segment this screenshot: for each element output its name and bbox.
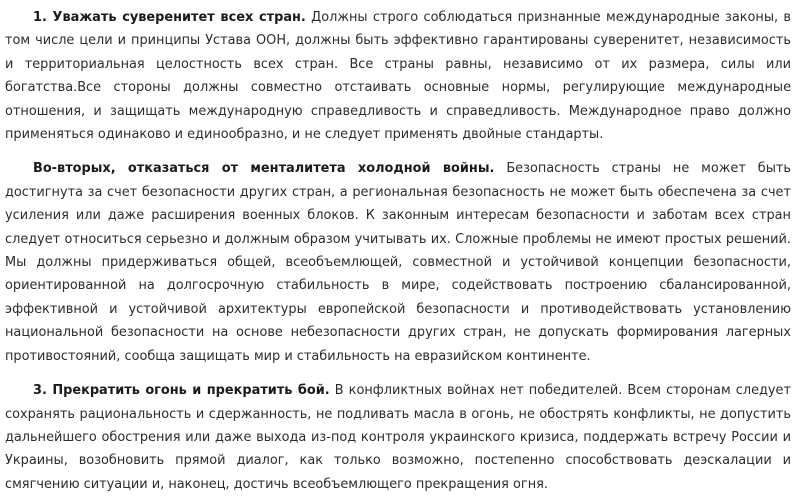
paragraph-body: Должны строго соблюдаться признанные международные законы, в том числе цели и принципы Устава ООН, должны быть эффективно гарантированы суверенитет, независимость и территориальная целостность всех стран. Все страны равны, независимо от их размера, силы или богатства.Все стороны должны совместно отстаивать основные нормы, регулирующие международные отношения, и защищать международную справедливость и справедливость. Международное право должно применяться одинаково и единообразно, и не следует применять двойные стандарты. [5, 10, 791, 143]
paragraph-body: В конфликтных войнах нет победителей. Всем сторонам следует сохранять рациональность и сдержанность, не подливать масла в огонь, не обострять конфликты, не допустить дальнейшего обострения или даже выхода из-под контроля украинского кризиса, поддержать встречу России и Украины, возобновить прямой диалог, как только возможно, постепенно способствовать деэскалации и смягчению ситуации и, наконец, достичь всеобъемлющего прекращения огня. [5, 383, 791, 492]
paragraph-heading: 1. Уважать суверенитет всех стран. [33, 10, 306, 25]
paragraph-heading: 3. Прекратить огонь и прекратить бой. [33, 383, 330, 399]
document-text [5, 6, 791, 496]
paragraph-body: Безопасность страны не может быть достигнута за счет безопасности других стран, а региональная безопасность не может быть обеспечена за счет усиления или даже расширения военных блоков. К законным интересам безопасности и заботам всех стран следует относиться серьезно и должным образом учитывать их. Сложные проблемы не имеют простых решений. Мы должны придерживаться общей, всеобъемлющей, совместной и устойчивой концепции безопасности, ориентированной на долгосрочную стабильность в мире, содействовать построению сбалансированной, эффективной и устойчивой архитектуры европейской безопасности и противодействовать установлению национальной безопасности на основе небезопасности других стран, не допускать формирования лагерных противостояний, сообща защищать мир и стабильность на евразийском континенте. [5, 161, 791, 364]
paragraph-cold-war [5, 157, 791, 368]
paragraph-ceasefire [5, 379, 791, 496]
paragraph-sovereignty [5, 6, 791, 146]
paragraph-heading: Во-вторых, отказаться от менталитета холодной войны. [33, 161, 495, 177]
